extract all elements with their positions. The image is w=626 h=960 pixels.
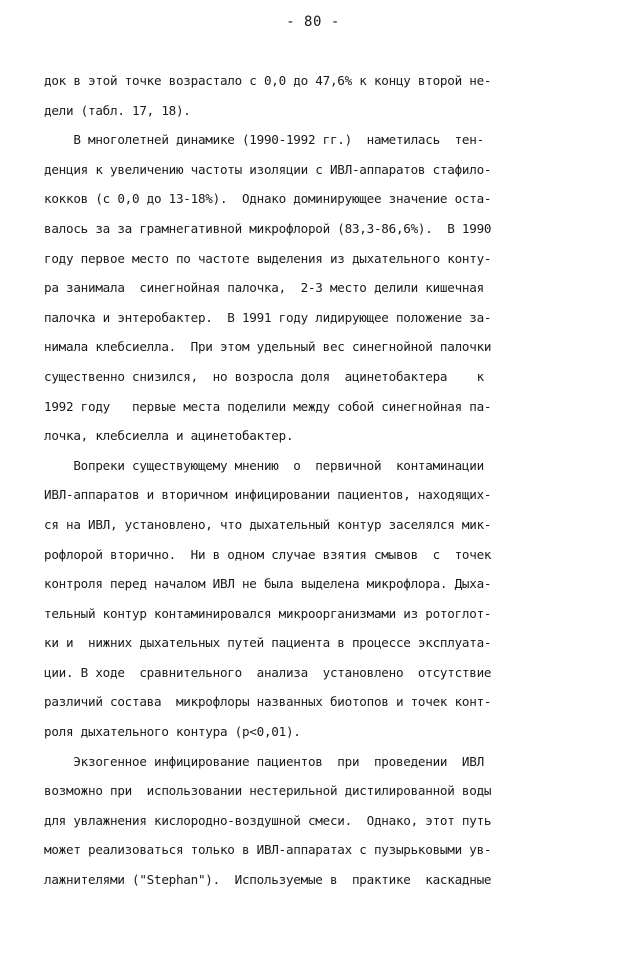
- text-line: существенно снизился, но возросла доля ацинетобактера к: [44, 368, 484, 384]
- text-line: дели (табл. 17, 18).: [44, 102, 191, 118]
- text-line: лочка, клебсиелла и ацинетобактер.: [44, 428, 294, 444]
- text-line: лажнителями ("Stephan"). Используемые в практике каскадные: [44, 872, 492, 888]
- text-line: году первое место по частоте выделения из дыхательного конту-: [44, 250, 492, 266]
- text-line: ции. В ходе сравнительного анализа установлено отсутствие: [44, 664, 492, 680]
- text-line: В многолетней динамике (1990-1992 гг.) наметилась тен-: [44, 132, 484, 148]
- text-line: для увлажнения кислородно-воздушной смеси. Однако, этот путь: [44, 812, 492, 828]
- text-line: ки и нижних дыхательных путей пациента в процессе эксплуата-: [44, 635, 492, 651]
- text-line: палочка и энтеробактер. В 1991 году лидирующее положение за-: [44, 309, 492, 325]
- text-line: ся на ИВЛ, установлено, что дыхательный контур заселялся мик-: [44, 516, 492, 532]
- text-line: нимала клебсиелла. При этом удельный вес синегнойной палочки: [44, 339, 492, 355]
- text-line: 1992 году первые места поделили между собой синегнойная па-: [44, 398, 492, 414]
- text-line: валось за за грамнегативной микрофлорой (83,3-86,6%). В 1990: [44, 220, 492, 236]
- text-line: роля дыхательного контура (р<0,01).: [44, 724, 301, 740]
- text-line: ра занимала синегнойная палочка, 2-3 место делили кишечная: [44, 280, 484, 296]
- page-number: - 80 -: [286, 14, 340, 30]
- text-line: денция к увеличению частоты изоляции с ИВЛ-аппаратов стафило-: [44, 161, 492, 177]
- text-line: ИВЛ-аппаратов и вторичном инфицировании пациентов, находящих-: [44, 487, 492, 503]
- body-text: [44, 66, 584, 895]
- text-line: контроля перед началом ИВЛ не была выделена микрофлора. Дыха-: [44, 576, 492, 592]
- text-line: кокков (с 0,0 до 13-18%). Однако доминирующее значение оста-: [44, 191, 492, 207]
- text-line: док в этой точке возрастало с 0,0 до 47,6% к концу второй не-: [44, 73, 492, 88]
- text-line: рофлорой вторично. Ни в одном случае взятия смывов с точек: [44, 546, 492, 562]
- text-line: возможно при использовании нестерильной дистилированной воды: [44, 783, 492, 799]
- text-line: Экзогенное инфицирование пациентов при проведении ИВЛ: [44, 753, 484, 769]
- text-line: тельный контур контаминировался микроорганизмами из ротоглот-: [44, 605, 492, 621]
- text-line: Вопреки существующему мнению о первичной контаминации: [44, 457, 484, 473]
- text-line: различий состава микрофлоры названных биотопов и точек конт-: [44, 694, 492, 710]
- text-line: может реализоваться только в ИВЛ-аппаратах с пузырьковыми ув-: [44, 842, 492, 858]
